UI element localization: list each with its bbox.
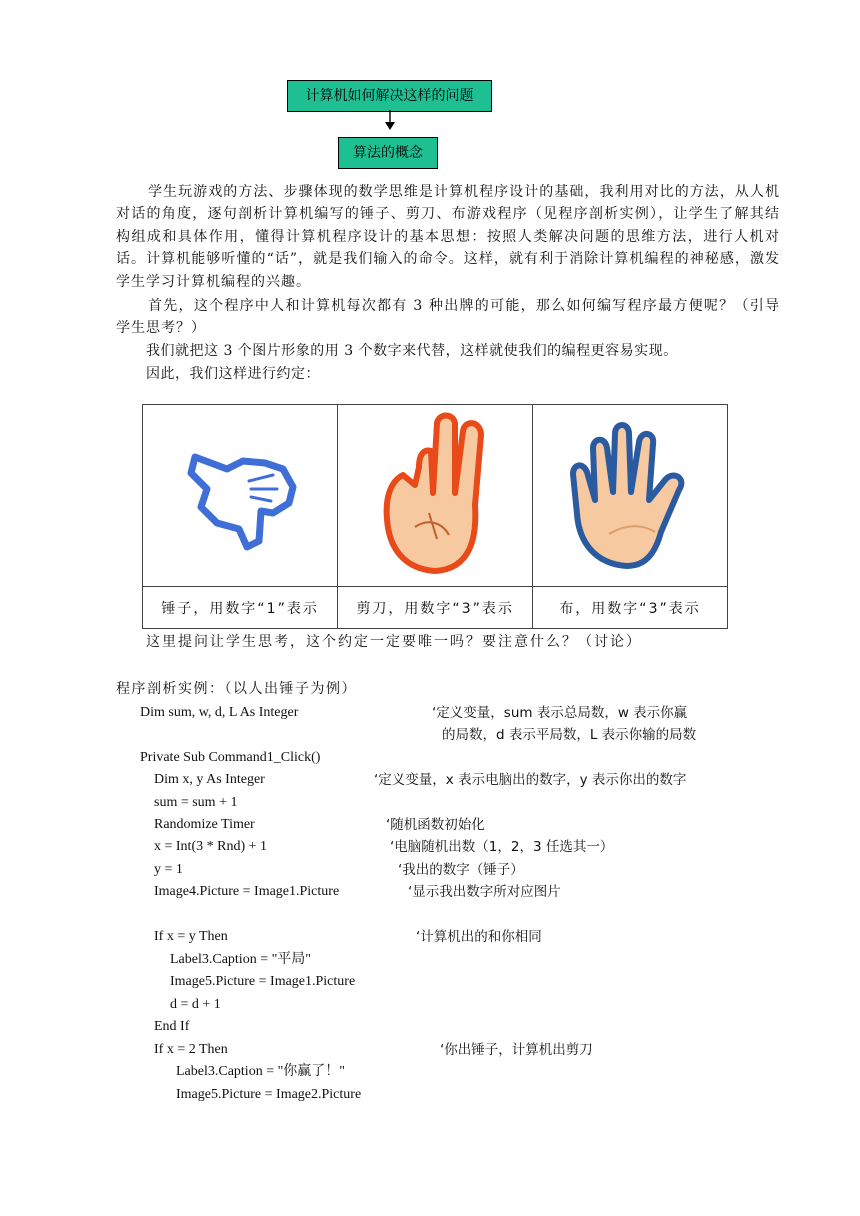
palm-cell bbox=[533, 405, 728, 587]
flowchart-box-problem: 计算机如何解决这样的问题 bbox=[287, 80, 492, 112]
code-comment: ‘随机函数初始化 bbox=[386, 817, 485, 833]
code-line: End If bbox=[154, 1019, 190, 1034]
palm-caption: 布，用数字“3”表示 bbox=[533, 587, 728, 629]
code-line: x = Int(3 * Rnd) + 1 bbox=[154, 839, 268, 854]
scissors-hand-icon bbox=[375, 409, 495, 579]
example-title: 程序剖析实例：（以人出锤子为例） bbox=[116, 681, 357, 697]
flow-arrow bbox=[380, 110, 400, 132]
substitute-line: 我们就把这 3 个图片形象的用 3 个数字来代替，这样就使我们的编程更容易实现。 bbox=[146, 343, 678, 359]
open-palm-hand-icon bbox=[565, 414, 695, 574]
therefore-line: 因此，我们这样进行约定： bbox=[146, 366, 320, 382]
flowchart-box-algorithm: 算法的概念 bbox=[338, 137, 438, 169]
code-line: y = 1 bbox=[154, 862, 183, 877]
code-comment: ‘我出的数字（锤子） bbox=[398, 862, 524, 878]
code-line: If x = y Then bbox=[154, 929, 228, 944]
code-comment: ‘计算机出的和你相同 bbox=[416, 929, 542, 945]
code-comment: ‘电脑随机出数（1，2，3 任选其一） bbox=[390, 839, 614, 855]
code-comment: ‘定义变量，sum 表示总局数，w 表示你赢 bbox=[432, 705, 688, 721]
hand-gesture-table bbox=[142, 404, 728, 629]
code-line: Image5.Picture = Image2.Picture bbox=[176, 1087, 362, 1102]
code-line: Dim x, y As Integer bbox=[154, 772, 265, 787]
fist-cell bbox=[143, 405, 338, 587]
code-line: Label3.Caption = "平局" bbox=[170, 952, 312, 967]
fist-hand-icon bbox=[165, 429, 315, 559]
code-comment: ‘显示我出数字所对应图片 bbox=[408, 884, 561, 900]
code-line: Image4.Picture = Image1.Picture bbox=[154, 884, 340, 899]
code-line: sum = sum + 1 bbox=[154, 795, 238, 810]
question-paragraph: 首先，这个程序中人和计算机每次都有 3 种出牌的可能，那么如何编写程序最方便呢？（引导学生思考？） bbox=[116, 298, 780, 337]
code-line: Private Sub Command1_Click() bbox=[140, 750, 321, 765]
code-line: Image5.Picture = Image1.Picture bbox=[170, 974, 356, 989]
scissors-caption: 剪刀，用数字“3”表示 bbox=[338, 587, 533, 629]
code-comment: 的局数，d 表示平局数，L 表示你输的局数 bbox=[442, 727, 697, 743]
code-line: Dim sum, w, d, L As Integer bbox=[140, 705, 299, 720]
intro-paragraph: 学生玩游戏的方法、步骤体现的数学思维是计算机程序设计的基础，我利用对比的方法，从人机对话的角度，逐句剖析计算机编写的锤子、剪刀、布游戏程序（见程序剖析实例），让学生了解其结构组成和具体作用，懂得计算机程序设计的基本思想：按照人类解决问题的思维方法，进行人机对话。计算机能够听懂的“话”，就是我们输入的命令。这样，就有利于消除计算机编程的神秘感，激发学生学习计算机编程的兴趣。 bbox=[116, 184, 780, 290]
code-line: d = d + 1 bbox=[170, 997, 221, 1012]
code-line: If x = 2 Then bbox=[154, 1042, 228, 1057]
scissors-cell bbox=[338, 405, 533, 587]
code-comment: ‘你出锤子，计算机出剪刀 bbox=[440, 1042, 593, 1058]
discussion-line: 这里提问让学生思考，这个约定一定要唯一吗？要注意什么？（讨论） bbox=[146, 634, 642, 650]
code-line: Label3.Caption = "你赢了！" bbox=[176, 1064, 346, 1079]
code-line: Randomize Timer bbox=[154, 817, 255, 832]
code-comment: ‘定义变量，x 表示电脑出的数字，y 表示你出的数字 bbox=[374, 772, 687, 788]
fist-caption: 锤子，用数字“1”表示 bbox=[143, 587, 338, 629]
